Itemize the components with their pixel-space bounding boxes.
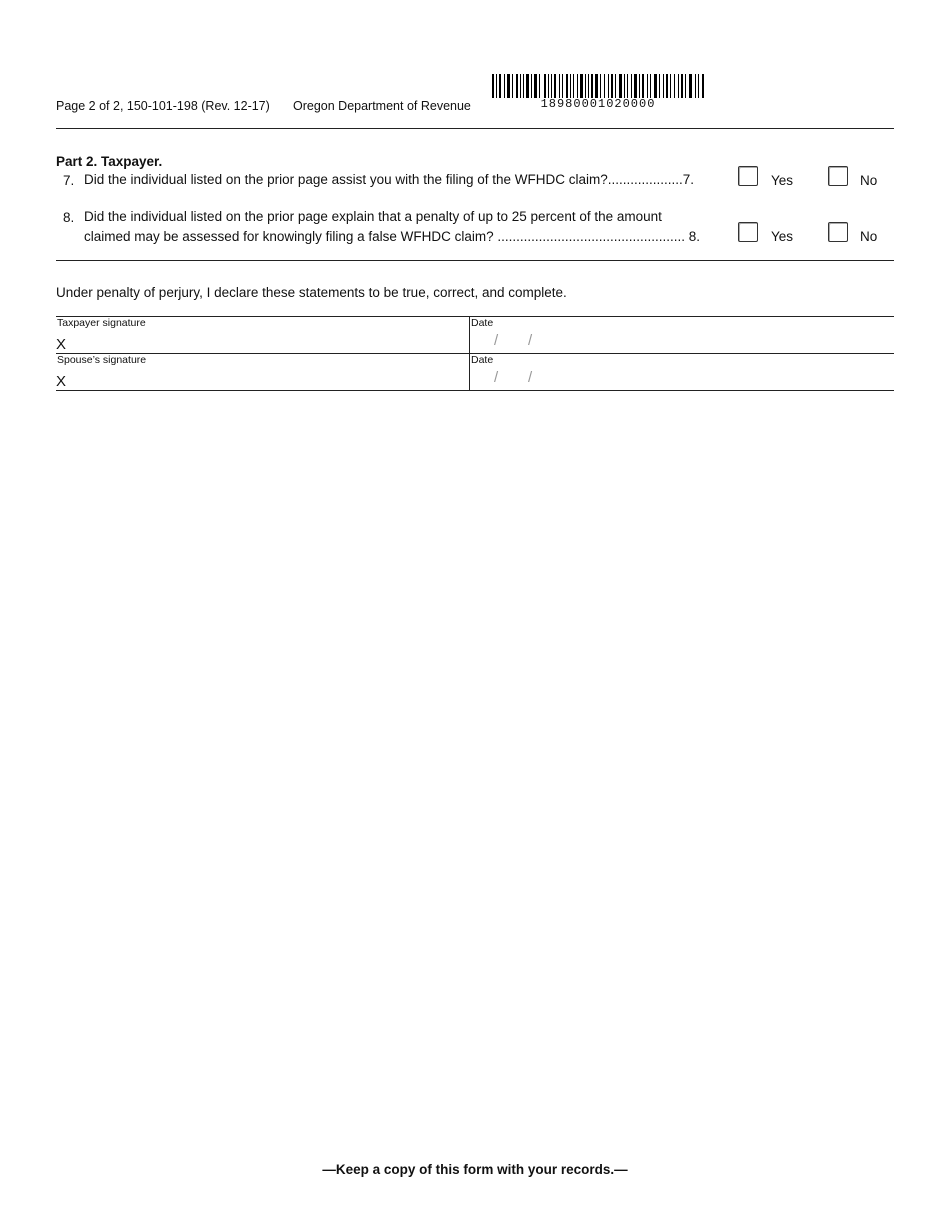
form-page-info: Page 2 of 2, 150-101-198 (Rev. 12-17) [56, 99, 270, 113]
signature-bottom-rule [56, 390, 894, 391]
barcode-image [492, 74, 704, 98]
taxpayer-date-slash-1: / [494, 332, 499, 349]
question-8-yes-label: Yes [771, 229, 794, 244]
part2-title: Part 2. Taxpayer. [56, 154, 163, 169]
barcode-number: 18980001020000 [540, 97, 656, 111]
footer-note: —Keep a copy of this form with your records.— [322, 1162, 628, 1177]
taxpayer-signature-label: Taxpayer signature [57, 317, 146, 329]
perjury-declaration: Under penalty of perjury, I declare these statements to be true, correct, and complete. [56, 285, 567, 300]
question-8-no-label: No [860, 229, 878, 244]
taxpayer-date-slash-2: / [528, 332, 533, 349]
question-8-number: 8. [63, 210, 75, 225]
question-8-text-line2 [84, 227, 700, 247]
question-7-no-checkbox[interactable] [828, 166, 848, 186]
question-7-text [84, 170, 694, 190]
question-7-number: 7. [63, 173, 75, 188]
taxpayer-signature-field[interactable] [56, 316, 469, 353]
question-7-label: Did the individual listed on the prior page assist you with the filing of the WFHDC claim? [84, 172, 608, 187]
part2-divider [56, 260, 894, 261]
question-7-yes-checkbox[interactable] [738, 166, 758, 186]
spouse-date-label: Date [471, 354, 494, 366]
question-8-label: claimed may be assessed for knowingly filing a false WFHDC claim? [84, 229, 494, 244]
taxpayer-signature-x: X [56, 336, 67, 353]
spouse-signature-label: Spouse’s signature [57, 354, 147, 366]
question-8-text-line1: Did the individual listed on the prior page explain that a penalty of up to 25 percent of the amount [84, 209, 662, 224]
spouse-date-slash-2: / [528, 369, 533, 386]
spouse-date-slash-1: / [494, 369, 499, 386]
taxpayer-date-field[interactable] [470, 316, 894, 353]
question-7-leader: ....................7. [607, 172, 695, 187]
question-8-leader: .................................................. 8. [497, 229, 700, 244]
question-8-yes-checkbox[interactable] [738, 222, 758, 242]
spouse-signature-field[interactable] [56, 353, 469, 390]
header-divider [56, 128, 894, 129]
agency-name: Oregon Department of Revenue [293, 99, 471, 113]
question-7-yes-label: Yes [771, 173, 794, 188]
taxpayer-date-label: Date [471, 317, 494, 329]
question-8-no-checkbox[interactable] [828, 222, 848, 242]
spouse-date-field[interactable] [470, 353, 894, 390]
spouse-signature-x: X [56, 373, 67, 390]
question-7-no-label: No [860, 173, 878, 188]
